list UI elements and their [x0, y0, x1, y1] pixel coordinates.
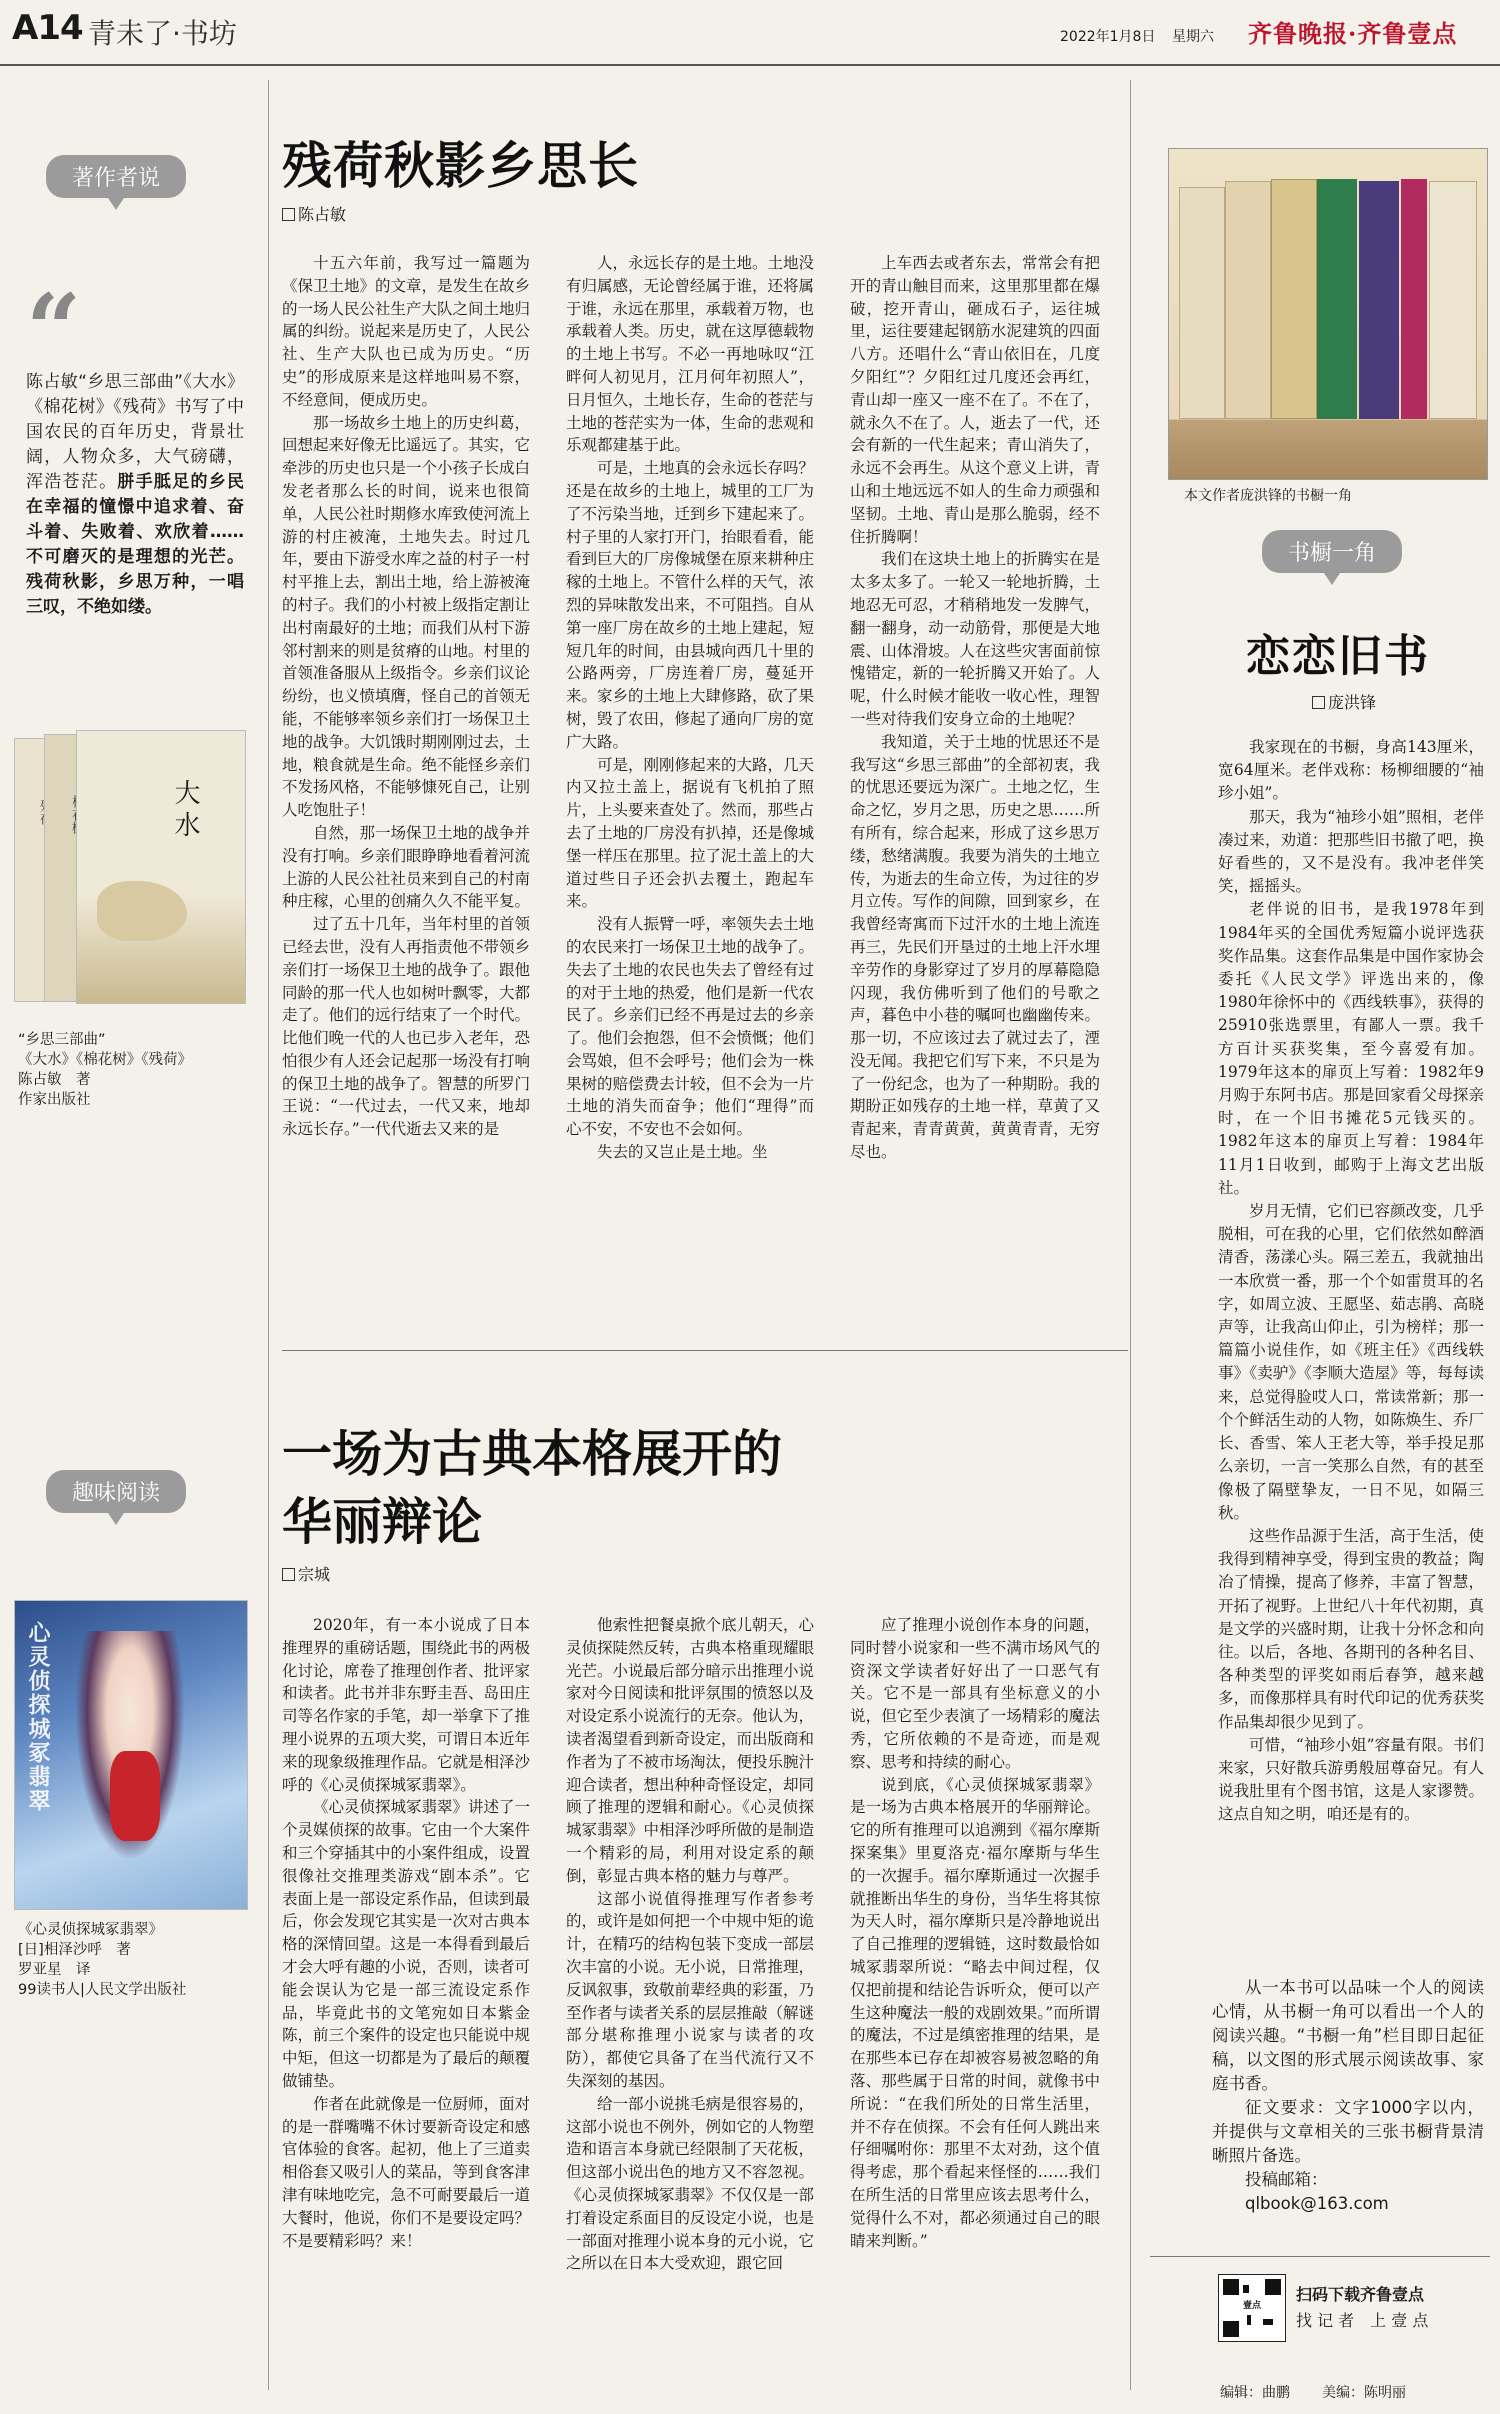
- submission-email[interactable]: qlbook@163.com: [1245, 2194, 1389, 2213]
- novel-cover-image: [14, 1600, 248, 1910]
- paragraph: 我知道，关于土地的忧思还不是我写这“乡思三部曲”的全部初衷，我的忧思还要远为深广。土地之忆，生命之忆，岁月之思，历史之思……所有所有，综合起来，形成了这乡思万缕，愁绪满腹。我要为消失的土地立传，为逝去的生命立传，为过往的岁月立传。写作的间隙，回到家乡，在我曾经寄寓而下过汗水的土地上流连再三，先民们开垦过的土地上汗水埋辛劳作的身影穿过了岁月的厚幕隐隐闪现，我仿佛听到了他们的号歌之声，暮色中小巷的嘱呵也幽幽传来。那一切，不应该过去了就过去了，湮没无闻。我把它们写下来，不只是为了一份纪念，也为了一种期盼。我的期盼正如残存的土地一样，草黄了又青起来，青青黄黄，黄黄青青，无穷尽也。: [850, 732, 1100, 1162]
- photo-caption: 本文作者庞洪锋的书橱一角: [1184, 488, 1352, 504]
- shelf-book: [1359, 181, 1399, 419]
- article2-byline: [282, 1562, 330, 1585]
- article1-title: 残荷秋影乡思长: [282, 136, 639, 195]
- call-requirements: 征文要求：文字1000字以内，并提供与文章相关的三张书橱背景清晰照片备选。: [1212, 2098, 1484, 2165]
- intro-bold: 胼手胝足的乡民在幸福的憧憬中追求着、奋斗着、失败着、欢欣着……不可磨灭的是理想的光芒。残荷秋影，乡思万种，一唱三叹，不绝如缕。: [26, 472, 245, 617]
- paragraph: 2020年，有一本小说成了日本推理界的重磅话题，围绕此书的两极化讨论，席卷了推理创作者、批评家和读者。此书并非东野圭吾、岛田庄司等名作家的手笔，却一举拿下了推理小说界的五项大奖，可谓日本近年来的现象级推理作品。它就是相泽沙呼的《心灵侦探城冢翡翠》。: [282, 1616, 530, 1794]
- footer-designer: 美编：陈明丽: [1322, 2385, 1406, 2401]
- sidebar-author: 庞洪锋: [1328, 693, 1377, 712]
- paragraph: 他索性把餐桌掀个底儿朝天，心灵侦探陡然反转，古典本格重现耀眼光芒。小说最后部分暗示出推理小说家对今日阅读和批评氛围的愤怒以及对设定系小说流行的无奈。他认为，读者渴望看到新奇设定，而出版商和作者为了不被市场淘汰，便投乐腕汁迎合读者，想出种种奇怪设定，却同顾了推理的逻辑和耐心。《心灵侦探城冢翡翠》中相泽沙呼所做的是制造一个精彩的局，利用对设定系的颠倒，彰显古典本格的魅力与尊严。: [566, 1616, 814, 1885]
- section-name: 青未了·书坊: [88, 17, 237, 50]
- paragraph: 十五六年前，我写过一篇题为《保卫土地》的文章，是发生在故乡的一场人民公社生产大队之间土地归属的纠纷。说起来是历史了，人民公社、生产大队也已成为历史。“历史”的形成原来是这样地叫易不察，不经意间，便成历史。: [282, 254, 530, 409]
- paragraph: 《心灵侦探城冢翡翠》讲述了一个灵媒侦探的故事。它由一个大案件和三个穿插其中的小案件组成，设置很像社交推理类游戏“剧本杀”。它表面上是一部设定系作品，但读到最后，你会发现它其实是一次对古典本格的深情回望。这是一本得看到最后才会大呼有趣的小说，否则，读者可能会误认为它是一部三流设定系作品，毕竟此书的文笔宛如日本紫金陈，前三个案件的设定也只能说中规中矩，但这一切都是为了最后的颠覆做铺垫。: [282, 1798, 530, 2090]
- shelf-book: [1271, 179, 1317, 419]
- cover-title-novel: 心灵侦探城冢翡翠: [25, 1621, 51, 1813]
- byline-box-icon: [1312, 696, 1325, 709]
- right-column-rule: [1130, 80, 1131, 2390]
- article1-byline: [282, 202, 346, 225]
- paragraph: 失去的又岂止是土地。坐: [597, 1143, 768, 1162]
- paragraph: 可是，土地真的会永远长存吗？还是在故乡的土地上，城里的工厂为了不污染当地，迁到乡下建起来了。村子里的人家打开门，抬眼看看，能看到巨大的厂房像城堡在原来耕种庄稼的土地上。不管什么样的天气，浓烈的异味散发出来，不可阻挡。自从第一座厂房在故乡的土地上建起，短短几年的时间，由县城向西几十里的公路两旁，厂房连着厂房，蔓延开来。家乡的土地上大肆修路，砍了果树，毁了农田，修起了通向厂房的宽广大路。: [566, 459, 814, 751]
- article2-column-3: [850, 1614, 1100, 2384]
- caption-line: 作家出版社: [18, 1092, 91, 1108]
- paragraph: 我家现在的书橱，身高143厘米，宽64厘米。老伴戏称：杨柳细腰的“袖珍小姐”。: [1218, 738, 1484, 803]
- article2-column-2: [566, 1614, 814, 2384]
- bookshelf-photo: [1168, 148, 1488, 480]
- paragraph: 那一场故乡土地上的历史纠葛，回想起来好像无比遥远了。其实，它牵涉的历史也只是一个小孩子长成白发老者那么长的时间，说来也很简单，人民公社时期修水库致使河流上游的村庄被淹，土地失去。时过几年，要由下游受水库之益的村子一村村平推上去，割出土地，给上游被淹的村子。我们的小村被上级指定割让出村南最好的土地；而我们从村下游邻村割来的则是贫瘠的山地。村里的首领准备服从上级指令。乡亲们议论纷纷，也义愤填膺，怪自己的首领无能，不能够率领乡亲们打一场保卫土地的战争。大饥饿时期刚刚过去，土地，粮食就是生命。绝不能怪乡亲们不发扬风格，不能够慷死自己，让别人吃饱肚子！: [282, 413, 530, 820]
- paragraph: 作者在此就像是一位厨师，面对的是一群嘴嘴不休讨要新奇设定和感官体验的食客。起初，他上了三道卖相俗套又吸引人的菜品，等到食客津津有味地吃完，急不可耐要最后一道大餐时，他说，你们不是要设定吗？不是要精彩吗？来！: [282, 2094, 530, 2250]
- qr-text-line2: 找 记 者 上 壹 点: [1296, 2311, 1429, 2330]
- article2-title-line2: 华丽辩论: [282, 1492, 482, 1551]
- paragraph: 过了五十几年，当年村里的首领已经去世，没有人再指责他不带领乡亲们打一场保卫土地的战争了。跟他同龄的那一代人也如树叶飘零，大都走了。他们的远行结束了一个时代。比他们晚一代的人也已步入老年，恐怕很少有人还会记起那一场没有打响的保卫土地的战争了。智慧的所罗门王说：“一代过去，一代又来，地却永远长存。”一代代逝去又来的是: [282, 915, 530, 1139]
- byline-box-icon: [282, 1568, 295, 1581]
- paragraph: 这部小说值得推理写作者参考的，或许是如何把一个中规中矩的诡计，在精巧的结构包装下变成一部层次丰富的小说。无小说，日常推理，反讽叙事，致敬前辈经典的彩蛋，乃至作者与读者关系的层层推敲（解谜部分堪称推理小说家与读者的攻防），都使它具备了在当代流行又不失深刻的基因。: [566, 1889, 814, 2090]
- caption-line: 陈占敏 著: [18, 1072, 91, 1088]
- trilogy-caption: [18, 1030, 248, 1110]
- paragraph: 我们在这块土地上的折腾实在是太多太多了。一轮又一轮地折腾，土地忍无可忍，才稍稍地发一发脾气，翻一翻身，动一动筋骨，那便是大地震、山体滑坡。人在这些灾害面前惊愧错定，新的一轮折腾又开始了。人呢，什么时候才能收一收心性，理智一些对待我们安身立命的土地呢？: [850, 550, 1100, 728]
- article1-author: 陈占敏: [298, 205, 347, 224]
- caption-line: 《大水》《棉花树》《残荷》: [18, 1052, 192, 1068]
- header-rule: [0, 64, 1500, 66]
- shelf-book: [1317, 179, 1357, 419]
- caption-line: 99读书人|人民文学出版社: [18, 1982, 187, 1998]
- cover-red-scarf: [110, 1751, 160, 1841]
- issue-weekday: 星期六: [1172, 29, 1214, 45]
- shelf-book: [1401, 179, 1427, 419]
- article1-column-3: [850, 252, 1100, 1322]
- sidebar-byline: [1312, 690, 1376, 713]
- call-for-submissions: [1212, 1976, 1484, 2216]
- quote-mark-icon: “: [26, 273, 82, 386]
- sidebar-article: [1218, 736, 1484, 1928]
- footer-editor: 编辑：曲鹏: [1220, 2385, 1290, 2401]
- shelf-book: [1179, 187, 1225, 419]
- trilogy-cover-image: [14, 730, 244, 1012]
- article2-title: [282, 1420, 782, 1556]
- paragraph: 那天，我为“袖珍小姐”照相，老伴凑过来，劝道：把那些旧书撤了吧，换好看些的，又不是没有。我冲老伴笑笑，摇摇头。: [1218, 807, 1484, 896]
- paragraph: 老伴说的旧书，是我1978年到1984年买的全国优秀短篇小说评选获奖作品集。这套作品集是中国作家协会委托《人民文学》评选出来的，像1980年徐怀中的《西线轶事》，获得的25910张选票里，有鄙人一票。我千方百计买获奖集，至今喜爱有加。1979年这本的扉页上写着：1982年9月购于东阿书店。那是回家看父母探亲时，在一个旧书摊花5元钱买的。1982年这本的扉页上写着：1984年11月1日收到，邮购于上海文艺出版社。: [1218, 900, 1484, 1197]
- column-badge-fun-reading: 趣味阅读: [46, 1470, 186, 1513]
- qr-center-logo: 壹点: [1241, 2297, 1263, 2315]
- qr-code-icon[interactable]: [1218, 2274, 1286, 2342]
- shelf-book: [1225, 181, 1271, 419]
- book-cover-dashui: [76, 730, 246, 1004]
- qr-text-line1: 扫码下载齐鲁壹点: [1296, 2285, 1425, 2304]
- article2-title-line1: 一场为古典本格展开的: [282, 1424, 782, 1483]
- newspaper-brand: 齐鲁晚报·齐鲁壹点: [1248, 19, 1458, 48]
- caption-line: 《心灵侦探城冢翡翠》: [18, 1922, 163, 1938]
- novel-caption: [18, 1920, 258, 2000]
- column-badge-bookshelf: 书橱一角: [1262, 530, 1402, 573]
- paragraph: 可惜，“袖珍小姐”容量有限。书们来家，只好散兵游勇般屈尊奋兄。有人说我肚里有个图书馆，这是人家谬赞。这点自知之明，咱还是有的。: [1218, 1735, 1484, 1824]
- intro-text: [26, 370, 244, 620]
- cover-illustration: [97, 881, 187, 941]
- intro-plain: 陈占敏“乡思三部曲”《大水》《棉花树》《残荷》书写了中国农民的百年历史，背景壮阔，人物众多，大气磅礴，浑浩苍茫。: [26, 372, 244, 492]
- cover-title-dashui: 大水: [170, 779, 200, 843]
- paragraph: 自然，那一场保卫土地的战争并没有打响。乡亲们眼睁睁地看着河流上游的人民公社社员来到自己的村南种庄稼，心里的创痛久久不能平复。: [282, 823, 530, 911]
- column-badge-author: 著作者说: [46, 155, 186, 198]
- paragraph: 上车西去或者东去，常常会有把开的青山触目而来，这里那里都在爆破，挖开青山，砸成石子，运往城里，运往要建起钢筋水泥建筑的四面八方。还唱什么“青山依旧在，几度夕阳红”？夕阳红过几度还会再红，青山却一座又一座不在了。不在了，就永久不在了。人，逝去了一代，还会有新的一代生起来；青山消失了，永远不会再生。从这个意义上讲，青山和土地远远不如人的生命力顽强和坚韧。土地、青山是那么脆弱，经不住折腾啊！: [850, 254, 1100, 546]
- left-column-rule: [268, 80, 269, 2390]
- page-number: A14: [12, 8, 83, 48]
- sidebar-divider: [1150, 2256, 1490, 2257]
- caption-line: [日]相泽沙呼 著: [18, 1942, 131, 1958]
- sidebar-title: 恋恋旧书: [1246, 631, 1430, 682]
- issue-date: 2022年1月8日: [1060, 29, 1156, 45]
- byline-box-icon: [282, 208, 295, 221]
- paragraph: 应了推理小说创作本身的问题，同时替小说家和一些不满市场风气的资深文学读者好好出了一口恶气有关。它不是一部具有坐标意义的小说，但它至少表演了一场精彩的魔法秀，它所依赖的不是奇迹，而是观察、思考和持续的耐心。: [850, 1616, 1100, 1771]
- call-text: 从一本书可以品味一个人的阅读心情，从书橱一角可以看出一个人的阅读兴趣。“书橱一角”栏目即日起征稿，以文图的形式展示阅读故事、家庭书香。: [1212, 1978, 1484, 2093]
- paragraph: 没有人振臂一呼，率领失去土地的农民来打一场保卫土地的战争了。失去了土地的农民也失去了曾经有过的对于土地的热爱，他们是新一代农民了。乡亲们已经不再是过去的乡亲了。他们会抱怨，但不会愤慨；他们会骂娘，但不会呼号；他们会为一株果树的赔偿费去计较，但不会为一片土地的消失而奋争；他们“理得”而心不安，不安也不会如何。: [566, 915, 814, 1139]
- caption-line: “乡思三部曲”: [18, 1032, 106, 1048]
- article2-column-1: [282, 1614, 530, 2384]
- article-divider: [282, 1350, 1128, 1351]
- email-label: 投稿邮箱：: [1245, 2170, 1328, 2189]
- shelf-book: [1429, 181, 1477, 419]
- paragraph: 人，永远长存的是土地。土地没有归属感，无论曾经属于谁，还将属于谁，永远在那里，承载着万物，也承载着人类。历史，就在这厚德载物的土地上书写。不必一再地咏叹“江畔何人初见月，江月何年初照人”，日月恒久，土地长存，生命的苍茫与土地的苍茫实为一体，生命的悲观和乐观都建基于此。: [566, 254, 814, 455]
- article1-column-1: [282, 252, 530, 1322]
- paragraph: 岁月无情，它们已容颜改变，几乎脱相，可在我的心里，它们依然如醉酒清香，荡漾心头。隔三差五，我就抽出一本欣赏一番，那一个个如雷贯耳的名字，如周立波、王愿坚、茹志鹃、高晓声等，让我高山仰止，引为榜样；那一篇篇小说佳作，如《班主任》《西线轶事》《卖驴》《李顺大造屋》等，每每读来，总觉得脸哎人口，常读常新；那一个个鲜活生动的人物，如陈焕生、乔厂长、香雪、笨人王老大等，举手投足那么亲切，一言一笑那么自然，有的甚至像极了隔壁挚友，一日不见，如隔三秋。: [1218, 1202, 1484, 1522]
- paragraph: 给一部小说挑毛病是很容易的，这部小说也不例外，例如它的人物塑造和语言本身就已经限制了天花板，但这部小说出色的地方又不容忽视。《心灵侦探城冢翡翠》不仅仅是一部打着设定系面目的反设定小说，也是一部面对推理小说本身的元小说，它之所以在日本大受欢迎，跟它回: [566, 2094, 814, 2273]
- article1-column-2: [566, 252, 814, 1322]
- paragraph: 说到底，《心灵侦探城冢翡翠》是一场为古典本格展开的华丽辩论。它的所有推理可以追溯到《福尔摩斯探案集》里夏洛克·福尔摩斯与华生的一次握手。福尔摩斯通过一次握手就推断出华生的身份，当华生将其惊为天人时，福尔摩斯只是冷静地说出了自己推理的逻辑链，这时数最恰如城冢翡翠所说：“略去中间过程，仅仅把前提和结论告诉听众，便可以产生这种魔法一般的戏剧效果。”而所谓的魔法，不过是缜密推理的结果，是在那些本已存在却被容易被忽略的角落、那些属于日常的时间，就像书中所说：“在我们所处的日常生活里，并不存在侦探。不会有任何人跳出来仔细嘱咐你：那里不太对劲，这个值得考虑，那个看起来怪怪的……我们在所生活的日常里应该去思考什么，觉得什么不对，都必须通过自己的眼睛来判断。”: [850, 1775, 1100, 2250]
- article2-author: 宗城: [298, 1565, 331, 1584]
- caption-line: 罗亚星 译: [18, 1962, 91, 1978]
- paragraph: 这些作品源于生活，高于生活，使我得到精神享受，得到宝贵的教益；陶冶了情操，提高了修养，丰富了智慧，开拓了视野。上世纪八十年代初期，真是文学的兴盛时期，让我十分怀念和向往。以后，各地、各期刊的各种名目、各种类型的评奖如雨后春笋，越来越多，而像那样具有时代印记的优秀获奖作品集却很少见到了。: [1218, 1526, 1484, 1731]
- paragraph: 可是，刚刚修起来的大路，几天内又拉土盖上，据说有飞机拍了照片，上头要来查处了。然而，那些占去了土地的厂房没有扒掉，还是像城堡一样压在那里。拉了泥土盖上的大道过些日子还会扒去覆土，跑起车来。: [566, 755, 814, 911]
